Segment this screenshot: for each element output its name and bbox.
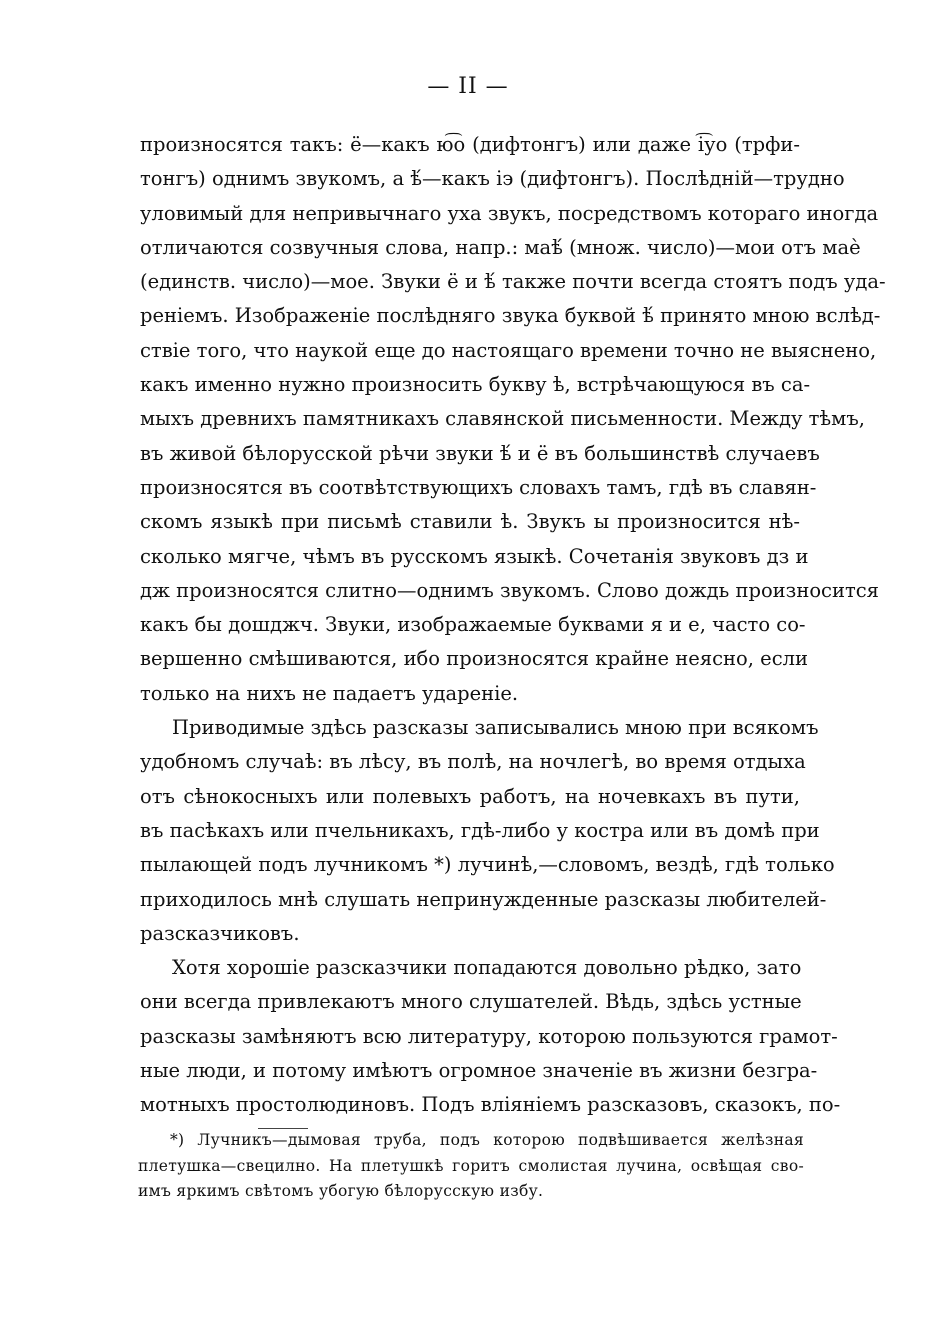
text-line: отъ сѣнокосныхъ или полевыхъ работъ, на ночевкахъ въ пути, — [140, 784, 800, 808]
text-line: въ пасѣкахъ или пчельникахъ, гдѣ-либо у костра или въ домѣ при — [140, 818, 820, 842]
text-line: Приводимые здѣсь разсказы записывались мною при всякомъ — [172, 716, 819, 740]
body-text — [140, 128, 886, 1123]
text-line: какъ бы дошджч. Звуки, изображаемые буквами я и е, часто со- — [140, 613, 806, 637]
text-line: уловимый для непривычнаго уха звукъ, посредствомъ котораго иногда — [140, 201, 879, 225]
text-line: скомъ языкѣ при письмѣ ставили ѣ. Звукъ ы произносится нѣ- — [140, 510, 800, 534]
text-line: сколько мягче, чѣмъ въ русскомъ языкѣ. Сочетанія звуковъ дз и — [140, 544, 809, 568]
text-line: ные люди, и потому имѣютъ огромное значеніе въ жизни безгра- — [140, 1059, 818, 1083]
text-line: Хотя хорошіе разсказчики попадаются довольно рѣдко, зато — [172, 956, 802, 980]
text-line: тонгъ) однимъ звукомъ, а ѣ́—какъ іэ (дифтонгъ). Послѣдній—трудно — [140, 167, 845, 191]
text-line: отличаются созвучныя слова, напр.: маѣ́ (множ. число)—мои отъ маѐ — [140, 235, 861, 259]
text-line: дж произносятся слитно—однимъ звукомъ. Слово дождь произносится — [140, 578, 879, 602]
text-line: вершенно смѣшиваются, ибо произносятся крайне неясно, если — [140, 647, 809, 671]
footnote — [138, 1128, 804, 1205]
text-line: удобномъ случаѣ: въ лѣсу, въ полѣ, на ночлегѣ, во время отдыха — [140, 750, 806, 774]
text-line: реніемъ. Изображеніе послѣдняго звука буквой ѣ́ принято мною вслѣд- — [140, 304, 881, 328]
text-line: мыхъ древнихъ памятникахъ славянской письменности. Между тѣмъ, — [140, 407, 865, 431]
text-line: въ живой бѣлорусской рѣчи звуки ѣ́ и ё въ большинствѣ случаевъ — [140, 441, 820, 465]
footnote-line: *) Лучникъ—дымовая труба, подъ которою подвѣшивается желѣзная — [170, 1131, 804, 1149]
text-line: произносятся въ соотвѣтствующихъ словахъ тамъ, гдѣ въ славян- — [140, 475, 817, 499]
footnote-line: имъ яркимъ свѣтомъ убогую бѣлорусскую избу. — [138, 1182, 544, 1200]
footnote-line: плетушка—свецилно. На плетушкѣ горитъ смолистая лучина, освѣщая сво- — [138, 1156, 804, 1175]
text-line: произносятся такъ: ё—какъ ю͡о (дифтонгъ) или даже і͡уо (трфи- — [140, 133, 800, 156]
text-line: какъ именно нужно произносить букву ѣ, встрѣчающуюся въ са- — [140, 373, 811, 397]
text-line: (единств. число)—мое. Звуки ё и ѣ́ также почти всегда стоятъ подъ уда- — [140, 270, 886, 294]
text-line: они всегда привлекаютъ много слушателей. Вѣдь, здѣсь устные — [140, 990, 802, 1014]
text-line: разсказчиковъ. — [140, 921, 300, 945]
text-line: ствіе того, что наукой еще до настоящаго времени точно не выяснено, — [140, 338, 877, 362]
text-line: мотныхъ простолюдиновъ. Подъ вліяніемъ разсказовъ, сказокъ, по- — [140, 1093, 841, 1117]
text-line: пылающей подъ лучникомъ *) лучинѣ,—словомъ, вездѣ, гдѣ только — [140, 853, 835, 877]
page-number: — II — — [427, 74, 509, 99]
text-line: только на нихъ не падаетъ удареніе. — [140, 681, 519, 705]
text-line: разсказы замѣняютъ всю литературу, которою пользуются грамот- — [140, 1024, 838, 1048]
text-line: приходилось мнѣ слушать непринужденные разсказы любителей- — [140, 887, 827, 911]
